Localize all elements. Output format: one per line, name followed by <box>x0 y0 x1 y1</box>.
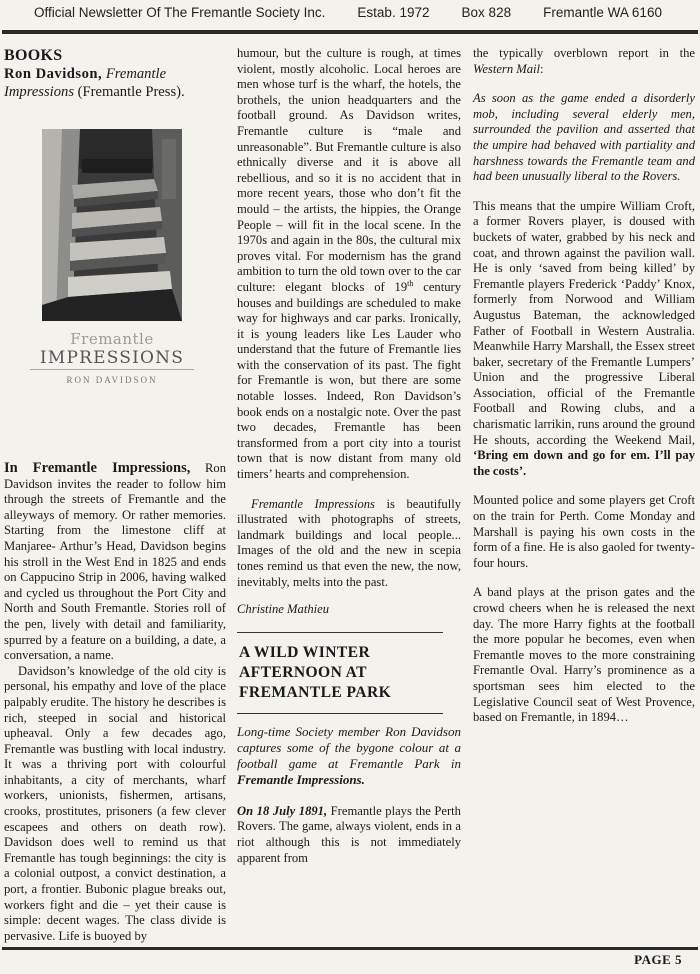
headline-rule-top <box>237 632 443 633</box>
article-p1-a: the typically overblown report in the <box>473 46 695 60</box>
article-paragraph-3 <box>473 199 695 480</box>
masthead-established: Estab. 1972 <box>357 5 430 20</box>
article-intro-text: Fremantle plays the Perth Rovers. The game, always violent, ends in a riot although this is not immediately apparent from <box>237 803 461 865</box>
article-quote: As soon as the game ended a disorderly mob, including several elderly men, surrounded the pavilion and asserted that the umpire had behaved with partiality and harshness towards the Fremantle team and had been unusually liberal to the Rovers. <box>473 91 695 184</box>
review-paragraph-2: Davidson’s knowledge of the old city is personal, his empathy and love of the place palpably erudite. The history he describes is rich, steeped in social and historical upheaval. Only a few decades ago, Fremantle was bustling with local industry. It was a thriving port with colourful inhabitants, a city of merchants, wharf workers, unionists, fishermen, artisans, crooks, prostitutes, prisoners (a few clever escapees and others on death row). Davidson does well to remind us that Fremantle has tough beginnings: the city is a colonial outpost, a convict destination, a port, a frontier. Bubonic plague breaks out, workers fight and die – yet their cause is simple: decent wages. The class divide is pervasive. Life is buoyed by <box>4 663 226 943</box>
article-standfirst <box>237 724 461 788</box>
review-lead-text: Ron Davidson invites the reader to follow him through the streets of Fremantle and the alleyways of memory. Or rather memories. Starting from the limestone cliff at Manjaree- Arthur’s Head, Davidson begins his stroll in the West End in 1825 and ends on Cappucino Strip in 2006, having walked and cycled us throughout the Port City and North and South Fremantle. Stories roll of the pen, lively with detail and familiarity, spurred by a feature on a building, a date, a conversation, a name. <box>4 461 226 663</box>
reviewer-signature: Christine Mathieu <box>237 602 329 617</box>
column-3 <box>473 46 695 726</box>
article-p1-b: : <box>540 61 544 76</box>
article-intro-date: On 18 July 1891, <box>237 803 328 818</box>
column-2 <box>237 46 461 866</box>
article-p3-text: This means that the umpire William Croft, a former Rovers player, is doused with buckets of water, grabbed by his neck and coat, and thrown against the pavilion wall. He is only ‘saved from being killed’ by Fremantle players Frederick ‘Paddy’ Knox, formerly from Norwood and William Augustus Bateman, the acknowledged Father of Football in Western Australia. Meanwhile Harry Marshall, the Essex street baker, secretary of the Fremantle Lumpers’ Union and the progressive Liberal Association, official of the Fremantle Football and Rowing clubs, and a charismatic larrikin, runs around the ground He shouts, according the Weekend Mail, <box>473 198 695 447</box>
column-1 <box>4 46 226 944</box>
book-title: Fremantle Impressions <box>4 66 167 100</box>
article-paragraph-1 <box>473 46 695 77</box>
review-p4-title: Fremantle Impressions <box>251 496 375 511</box>
article-intro <box>237 804 461 866</box>
top-rule <box>2 30 698 34</box>
review-paragraph-1 <box>4 461 226 664</box>
article-p3-quote: ‘Bring em down and go for em. I’ll pay the costs’. <box>473 448 695 478</box>
masthead-box: Box 828 <box>461 5 512 20</box>
review-paragraph-3 <box>237 46 461 483</box>
cover-title-line1: Fremantle <box>70 330 154 348</box>
masthead <box>0 0 700 28</box>
review-p4-rest: is beautifully illustrated with photographs of streets, landmark buildings and local people... Images of the old and the new in scepia tones remind us that even the new, the now, inevitably, melts into the past. <box>237 496 461 589</box>
cover-title-line2: IMPRESSIONS <box>30 348 194 370</box>
book-cover <box>22 129 202 401</box>
review-paragraph-4 <box>237 497 461 591</box>
book-author: Ron Davidson, <box>4 66 103 82</box>
article-paragraph-5: A band plays at the prison gates and the crowd cheers when he is released the next day. The more Harry fights at the football the more popular he becomes, even when Fremantle moves to the more constraining Fremantle Oval. Harry’s prominence as a sportsman sees him elected to the Legislative Council seat of West Provence, based on Fremantle, in 1894… <box>473 585 695 725</box>
review-lead-bold: In Fremantle Impressions, <box>4 460 191 476</box>
review-p3-sup: th <box>407 278 414 288</box>
book-publisher: (Fremantle Press). <box>77 84 185 100</box>
article-headline: A WILD WINTER AFTERNOON AT FREMANTLE PARK <box>239 643 392 701</box>
headline-rule-bottom <box>237 713 443 714</box>
masthead-title: Official Newsletter Of The Fremantle Society Inc. <box>34 5 326 20</box>
book-byline <box>4 65 226 101</box>
cover-author: RON DAVIDSON <box>66 375 158 385</box>
review-p3-a: humour, but the culture is rough, at times violent, mostly alcoholic. Local heroes are men whose turf is the wharf, the hotels, the brothels, the union headquarters and the football ground. As Davidson writes, Fremantle culture is “male and unreasonable”. But Fremantle culture is also ethnically diverse and it is above all rebellious, and so it is no accident that in more recent years, those who don’t fit the mould – the artists, the hippies, the Orange People – will fit in the local scene. In the 1970s and again in the 80s, the cultural mix proves vital. For modernism has the grand ambition to turn the old town over to the car culture: elegant blocks of 19 <box>237 46 461 294</box>
review-p3-b: century houses and buildings are scheduled to make way for highways and car parks. Ironically, it is young leaders like Les Lauder who understand that the future of Fremantle lies with the conservation of its past. The fight for Fremantle is won, but there are some notable losses. Indeed, Ron Davidson’s book ends on a nostalgic note. Over the past two decades, Fremantle has been transformed from a port city into a tourist town that is now distant from many old timers’ hearts and comprehension. <box>237 279 461 482</box>
page-number: PAGE 5 <box>634 952 682 967</box>
article-paragraph-4: Mounted police and some players get Croft on the train for Perth. Come Monday and Marshall is paying his own costs in the form of a fine. He is also gaoled for twenty-four hours. <box>473 493 695 570</box>
standfirst-bold: Fremantle Impressions. <box>237 771 365 787</box>
section-heading: BOOKS <box>4 47 63 64</box>
book-cover-photo <box>42 129 182 321</box>
article-p1-paper: Western Mail <box>473 61 541 76</box>
masthead-location: Fremantle WA 6160 <box>543 5 662 20</box>
bottom-rule <box>2 947 698 950</box>
standfirst-text: Long-time Society member Ron Davidson captures some of the bygone colour at a football game at Fremantle Park in <box>237 723 461 771</box>
